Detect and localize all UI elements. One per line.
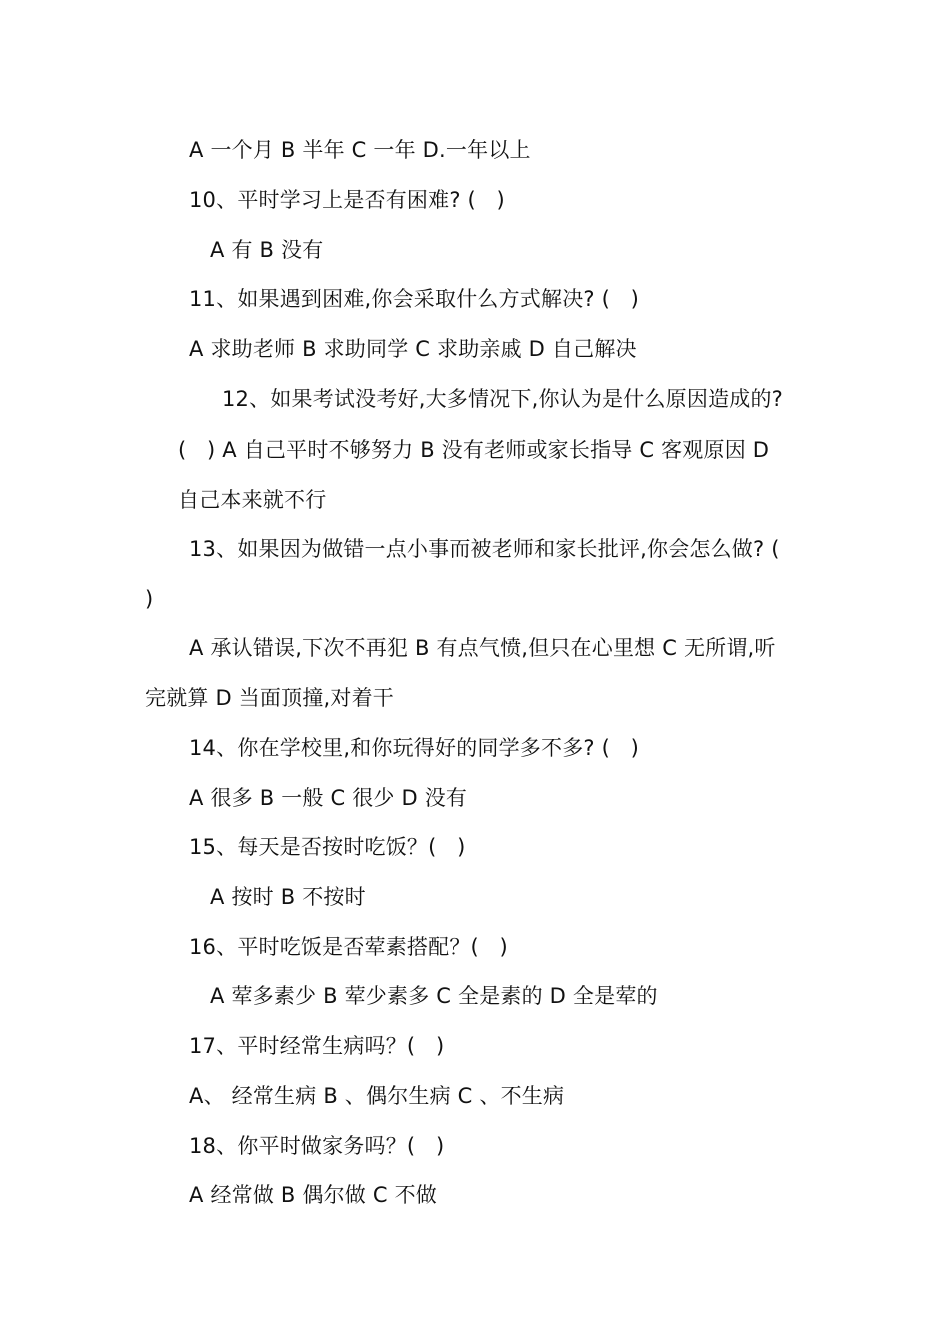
q12-options-line1: ( ) A 自己平时不够努力 B 没有老师或家长指导 C 客观原因 D (178, 438, 770, 462)
q9-options: A 一个月 B 半年 C 一年 D.一年以上 (189, 138, 531, 162)
q11-question: 11、如果遇到困难,你会采取什么方式解决? ( ) (189, 287, 640, 311)
q12-options-line2: 自己本来就不行 (178, 488, 327, 512)
q16-question: 16、平时吃饭是否荤素搭配？( ) (189, 935, 508, 959)
q13-options-line1: A 承认错误,下次不再犯 B 有点气愤,但只在心里想 C 无所谓,听 (189, 636, 776, 660)
q14-options: A 很多 B 一般 C 很少 D 没有 (189, 786, 468, 810)
q18-question: 18、你平时做家务吗？( ) (189, 1134, 445, 1158)
q10-question: 10、平时学习上是否有困难? ( ) (189, 188, 505, 212)
q13-question: 13、如果因为做错一点小事而被老师和家长批评,你会怎么做? ( (189, 537, 780, 561)
q11-options: A 求助老师 B 求助同学 C 求助亲戚 D 自己解决 (189, 337, 637, 361)
q17-options: A、 经常生病 B 、偶尔生病 C 、不生病 (189, 1084, 565, 1108)
q15-question: 15、每天是否按时吃饭？( ) (189, 835, 466, 859)
q16-options: A 荤多素少 B 荤少素多 C 全是素的 D 全是荤的 (210, 984, 658, 1008)
q13-options-line2: 完就算 D 当面顶撞,对着干 (145, 686, 394, 710)
q10-options: A 有 B 没有 (210, 238, 324, 262)
q12-question: 12、如果考试没考好,大多情况下,你认为是什么原因造成的? (222, 387, 784, 411)
q14-question: 14、你在学校里,和你玩得好的同学多不多? ( ) (189, 736, 640, 760)
q13-question-bracket: ) (145, 587, 154, 611)
q18-options: A 经常做 B 偶尔做 C 不做 (189, 1183, 438, 1207)
q15-options: A 按时 B 不按时 (210, 885, 366, 909)
q17-question: 17、平时经常生病吗？( ) (189, 1034, 445, 1058)
